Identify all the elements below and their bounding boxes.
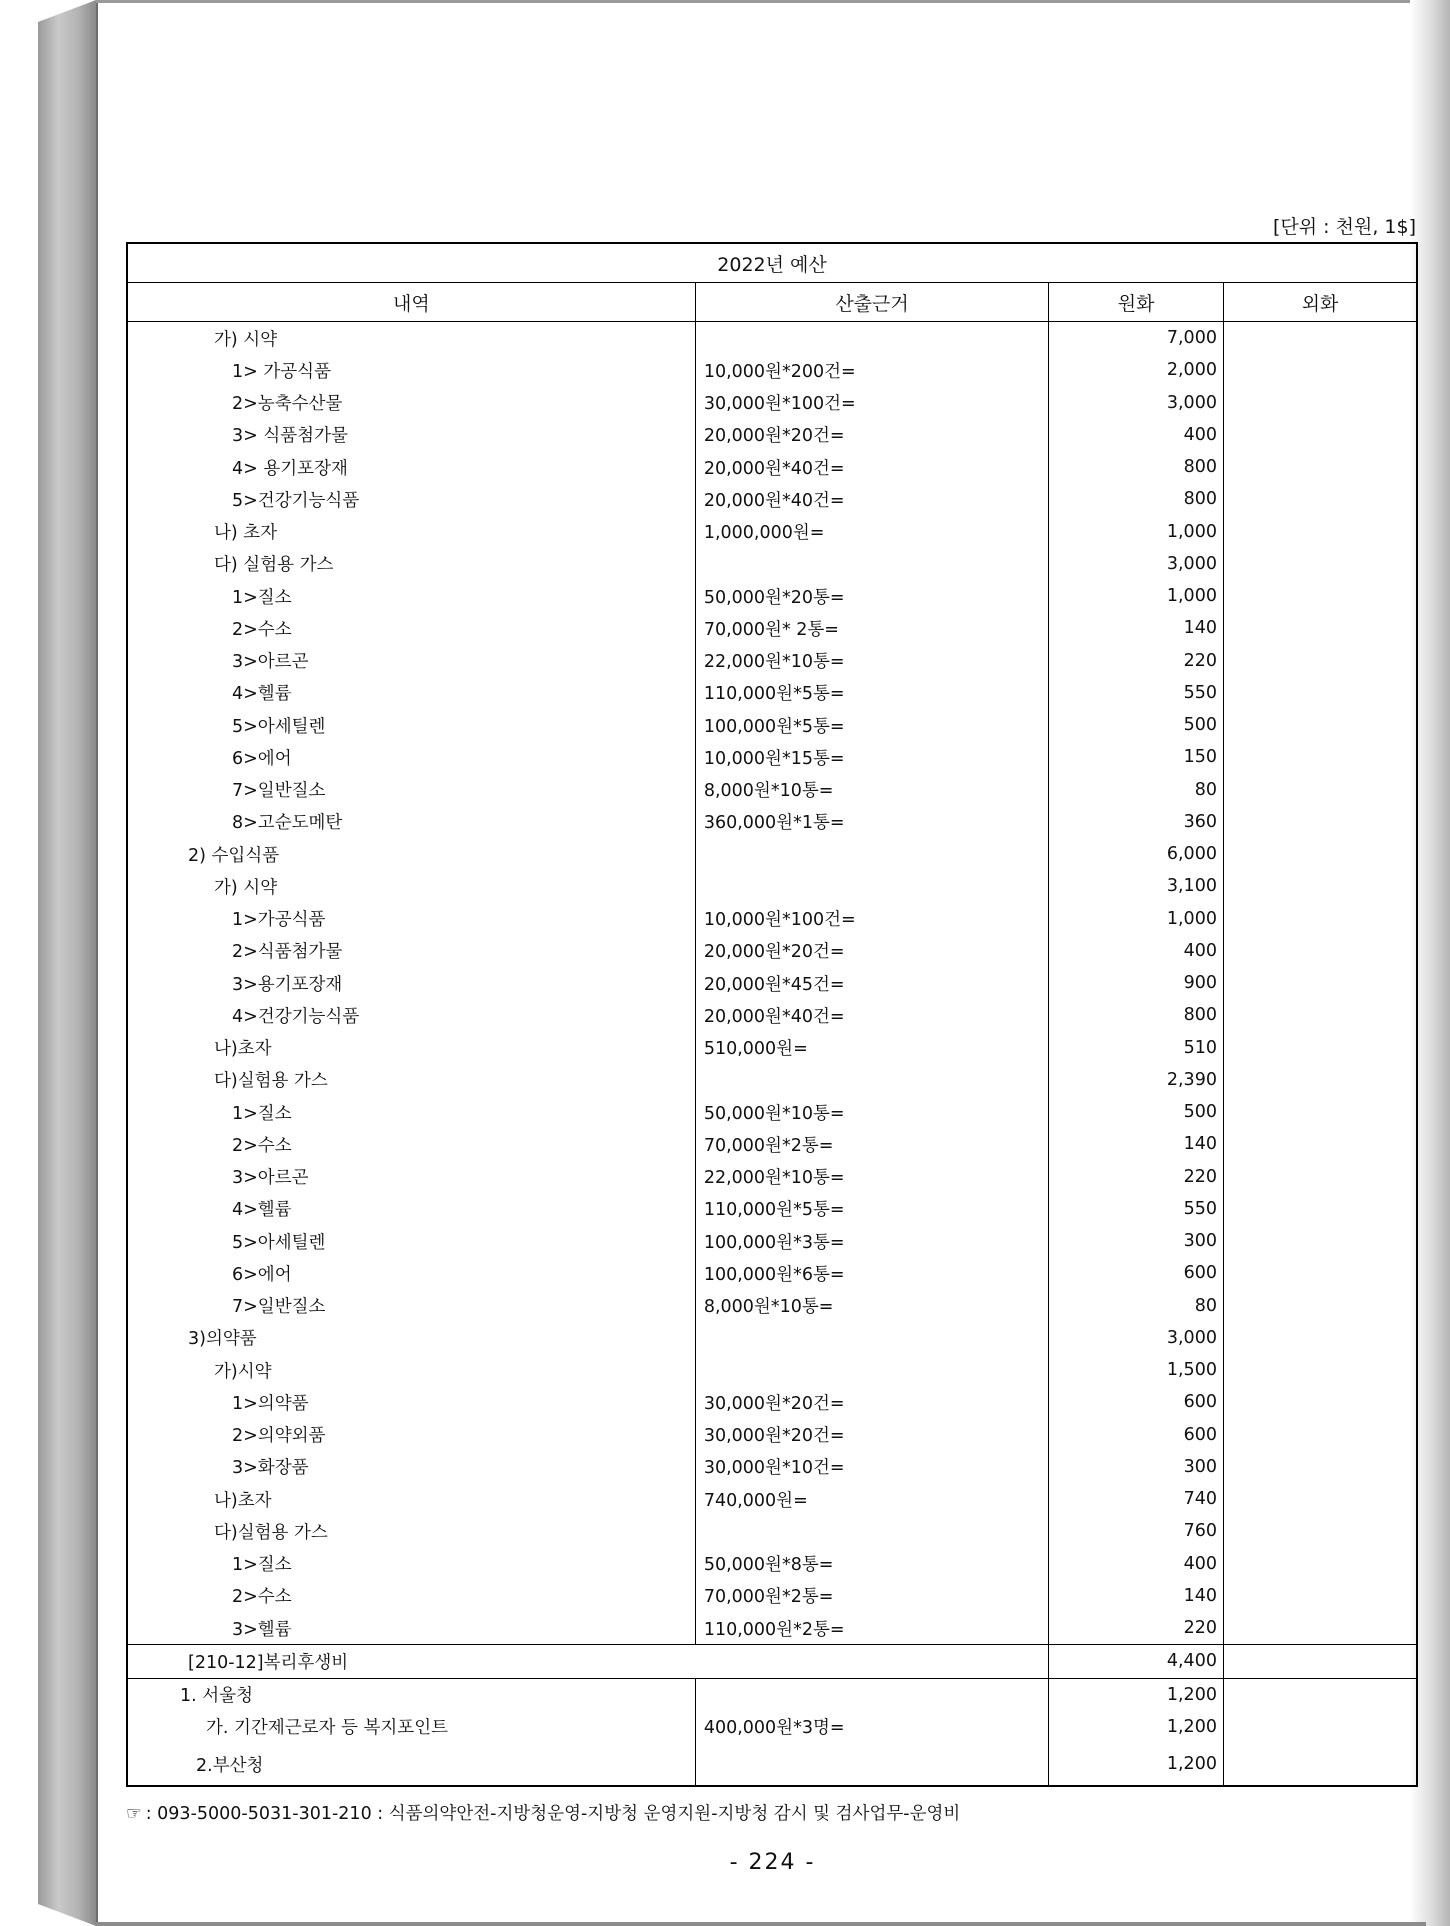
- row-krw: 550: [1049, 1193, 1224, 1225]
- row-foreign: [1223, 774, 1417, 806]
- table-row: [127, 1193, 1417, 1225]
- row-foreign: [1223, 1451, 1417, 1483]
- row-basis: 70,000원*2통=: [695, 1580, 1048, 1612]
- busan-row: [127, 1743, 1417, 1786]
- table-row: [127, 838, 1417, 870]
- table-row: [127, 1419, 1417, 1451]
- row-foreign: [1223, 1515, 1417, 1547]
- table-row: [127, 1612, 1417, 1645]
- table-row: [127, 999, 1417, 1031]
- page-number: - 224 -: [729, 1850, 816, 1875]
- row-basis: 50,000원*20통=: [695, 580, 1048, 612]
- seoul-row: [127, 1678, 1417, 1711]
- row-krw: 2,390: [1049, 1064, 1224, 1096]
- row-item: 2) 수입식품: [127, 838, 695, 870]
- row-basis: 30,000원*20건=: [695, 1419, 1048, 1451]
- row-basis: 8,000원*10통=: [695, 1290, 1048, 1322]
- seoul-krw: 1,200: [1049, 1678, 1224, 1711]
- row-basis: 20,000원*40건=: [695, 451, 1048, 483]
- table-row: [127, 419, 1417, 451]
- row-item: 3>용기포장재: [127, 967, 695, 999]
- row-basis: 70,000원*2통=: [695, 1128, 1048, 1160]
- row-item: 가) 시약: [127, 322, 695, 355]
- row-foreign: [1223, 1193, 1417, 1225]
- row-item: 가)시약: [127, 1354, 695, 1386]
- row-item: 다)실험용 가스: [127, 1515, 695, 1547]
- row-basis: 8,000원*10통=: [695, 774, 1048, 806]
- table-row: [127, 806, 1417, 838]
- table-row: [127, 354, 1417, 386]
- row-item: 6>에어: [127, 1257, 695, 1289]
- page-left-edge: [96, 0, 98, 1926]
- table-row: [127, 1032, 1417, 1064]
- row-krw: 3,000: [1049, 548, 1224, 580]
- footnote: [126, 1800, 960, 1825]
- row-krw: 600: [1049, 1386, 1224, 1418]
- row-basis: [695, 1064, 1048, 1096]
- row-foreign: [1223, 1419, 1417, 1451]
- row-item: 나) 초자: [127, 516, 695, 548]
- row-foreign: [1223, 387, 1417, 419]
- row-basis: 10,000원*100건=: [695, 903, 1048, 935]
- table-row: [127, 1515, 1417, 1547]
- book-spine: [38, 0, 96, 1926]
- row-foreign: [1223, 548, 1417, 580]
- row-foreign: [1223, 999, 1417, 1031]
- row-foreign: [1223, 483, 1417, 515]
- busan-foreign: [1223, 1743, 1417, 1786]
- row-item: 1>질소: [127, 580, 695, 612]
- table-row: [127, 935, 1417, 967]
- table-row: [127, 1064, 1417, 1096]
- row-krw: 400: [1049, 935, 1224, 967]
- row-foreign: [1223, 1354, 1417, 1386]
- row-item: 7>일반질소: [127, 1290, 695, 1322]
- point-krw: 1,200: [1049, 1711, 1224, 1743]
- table-row: [127, 548, 1417, 580]
- row-krw: 500: [1049, 709, 1224, 741]
- row-basis: 30,000원*10건=: [695, 1451, 1048, 1483]
- row-foreign: [1223, 645, 1417, 677]
- row-krw: 140: [1049, 612, 1224, 644]
- row-krw: 760: [1049, 1515, 1224, 1547]
- row-item: 5>아세틸렌: [127, 709, 695, 741]
- row-basis: 50,000원*10통=: [695, 1096, 1048, 1128]
- row-basis: 100,000원*5통=: [695, 709, 1048, 741]
- row-foreign: [1223, 677, 1417, 709]
- row-foreign: [1223, 935, 1417, 967]
- row-krw: 6,000: [1049, 838, 1224, 870]
- row-krw: 1,500: [1049, 1354, 1224, 1386]
- row-foreign: [1223, 1483, 1417, 1515]
- row-item: 다)실험용 가스: [127, 1064, 695, 1096]
- row-basis: 22,000원*10통=: [695, 645, 1048, 677]
- table-row: [127, 387, 1417, 419]
- row-basis: [695, 322, 1048, 355]
- row-item: 나)초자: [127, 1483, 695, 1515]
- header-foreign: 외화: [1223, 283, 1417, 322]
- pointing-hand-icon: ☞: [126, 1804, 142, 1824]
- row-foreign: [1223, 1290, 1417, 1322]
- seoul-foreign: [1223, 1678, 1417, 1711]
- header-krw: 원화: [1049, 283, 1224, 322]
- table-row: [127, 709, 1417, 741]
- row-krw: 140: [1049, 1580, 1224, 1612]
- row-basis: 30,000원*100건=: [695, 387, 1048, 419]
- table-row: [127, 451, 1417, 483]
- table-row: [127, 1386, 1417, 1418]
- table-row: [127, 483, 1417, 515]
- row-item: 다) 실험용 가스: [127, 548, 695, 580]
- row-basis: 10,000원*200건=: [695, 354, 1048, 386]
- row-basis: 110,000원*2통=: [695, 1612, 1048, 1645]
- row-item: 2>식품첨가물: [127, 935, 695, 967]
- row-krw: 150: [1049, 741, 1224, 773]
- row-krw: 400: [1049, 1548, 1224, 1580]
- welfare-foreign: [1223, 1645, 1417, 1678]
- table-row: [127, 1322, 1417, 1354]
- row-item: 3)의약품: [127, 1322, 695, 1354]
- row-item: 4>건강기능식품: [127, 999, 695, 1031]
- row-krw: 360: [1049, 806, 1224, 838]
- row-basis: 360,000원*1통=: [695, 806, 1048, 838]
- row-krw: 2,000: [1049, 354, 1224, 386]
- row-foreign: [1223, 1257, 1417, 1289]
- row-basis: [695, 1354, 1048, 1386]
- table-row: [127, 1354, 1417, 1386]
- row-krw: 3,000: [1049, 387, 1224, 419]
- point-item: 가. 기간제근로자 등 복지포인트: [127, 1711, 695, 1743]
- table-row: [127, 1128, 1417, 1160]
- row-item: 1> 가공식품: [127, 354, 695, 386]
- row-foreign: [1223, 1322, 1417, 1354]
- header-item: 내역: [127, 283, 695, 322]
- row-basis: 100,000원*6통=: [695, 1257, 1048, 1289]
- table-row: [127, 612, 1417, 644]
- table-row: [127, 1290, 1417, 1322]
- table-row: [127, 1483, 1417, 1515]
- row-item: 3>아르곤: [127, 645, 695, 677]
- row-basis: 510,000원=: [695, 1032, 1048, 1064]
- row-foreign: [1223, 419, 1417, 451]
- row-item: 3>헬륨: [127, 1612, 695, 1645]
- row-foreign: [1223, 870, 1417, 902]
- row-basis: 20,000원*40건=: [695, 483, 1048, 515]
- row-foreign: [1223, 1225, 1417, 1257]
- row-item: 1>의약품: [127, 1386, 695, 1418]
- row-krw: 600: [1049, 1257, 1224, 1289]
- seoul-item: 1. 서울청: [127, 1678, 695, 1711]
- table-row: [127, 1257, 1417, 1289]
- row-item: 5>건강기능식품: [127, 483, 695, 515]
- row-krw: 7,000: [1049, 322, 1224, 355]
- row-basis: 22,000원*10통=: [695, 1161, 1048, 1193]
- row-basis: 20,000원*45건=: [695, 967, 1048, 999]
- row-item: 4>헬륨: [127, 1193, 695, 1225]
- table-row: [127, 645, 1417, 677]
- row-basis: 30,000원*20건=: [695, 1386, 1048, 1418]
- table-row: [127, 1225, 1417, 1257]
- row-item: 2>수소: [127, 612, 695, 644]
- row-basis: 110,000원*5통=: [695, 1193, 1048, 1225]
- row-item: 나)초자: [127, 1032, 695, 1064]
- row-foreign: [1223, 451, 1417, 483]
- table-row: [127, 1161, 1417, 1193]
- row-basis: [695, 870, 1048, 902]
- row-item: 2>수소: [127, 1580, 695, 1612]
- row-krw: 80: [1049, 1290, 1224, 1322]
- row-foreign: [1223, 1161, 1417, 1193]
- row-foreign: [1223, 516, 1417, 548]
- row-item: 1>질소: [127, 1096, 695, 1128]
- row-basis: 20,000원*20건=: [695, 419, 1048, 451]
- row-krw: 900: [1049, 967, 1224, 999]
- row-foreign: [1223, 1096, 1417, 1128]
- row-krw: 220: [1049, 645, 1224, 677]
- row-foreign: [1223, 741, 1417, 773]
- row-foreign: [1223, 709, 1417, 741]
- row-foreign: [1223, 1128, 1417, 1160]
- row-krw: 220: [1049, 1612, 1224, 1645]
- row-item: 8>고순도메탄: [127, 806, 695, 838]
- row-krw: 1,000: [1049, 903, 1224, 935]
- row-basis: 100,000원*3통=: [695, 1225, 1048, 1257]
- busan-item: 2.부산청: [127, 1743, 695, 1786]
- row-item: 1>가공식품: [127, 903, 695, 935]
- point-foreign: [1223, 1711, 1417, 1743]
- row-krw: 800: [1049, 999, 1224, 1031]
- row-krw: 550: [1049, 677, 1224, 709]
- table-title: 2022년 예산: [127, 243, 1417, 283]
- table-row: [127, 1096, 1417, 1128]
- row-item: 1>질소: [127, 1548, 695, 1580]
- row-foreign: [1223, 580, 1417, 612]
- row-item: 2>수소: [127, 1128, 695, 1160]
- table-row: [127, 1548, 1417, 1580]
- row-item: 3>화장품: [127, 1451, 695, 1483]
- row-krw: 80: [1049, 774, 1224, 806]
- row-krw: 800: [1049, 483, 1224, 515]
- row-basis: 20,000원*20건=: [695, 935, 1048, 967]
- row-item: 4>헬륨: [127, 677, 695, 709]
- row-basis: [695, 1515, 1048, 1547]
- table-row: [127, 322, 1417, 355]
- row-basis: [695, 1322, 1048, 1354]
- table-row: [127, 967, 1417, 999]
- row-foreign: [1223, 967, 1417, 999]
- seoul-basis: [695, 1678, 1048, 1711]
- row-krw: 220: [1049, 1161, 1224, 1193]
- row-foreign: [1223, 354, 1417, 386]
- row-krw: 500: [1049, 1096, 1224, 1128]
- row-basis: 110,000원*5통=: [695, 677, 1048, 709]
- row-krw: 300: [1049, 1225, 1224, 1257]
- row-item: 6>에어: [127, 741, 695, 773]
- page-top-edge: [96, 0, 1426, 3]
- row-item: 2>농축수산물: [127, 387, 695, 419]
- table-row: [127, 516, 1417, 548]
- row-foreign: [1223, 806, 1417, 838]
- header-basis: 산출근거: [695, 283, 1048, 322]
- row-basis: 740,000원=: [695, 1483, 1048, 1515]
- row-krw: 400: [1049, 419, 1224, 451]
- table-row: [127, 903, 1417, 935]
- row-krw: 1,000: [1049, 516, 1224, 548]
- row-basis: 70,000원* 2통=: [695, 612, 1048, 644]
- row-foreign: [1223, 838, 1417, 870]
- table-row: [127, 1580, 1417, 1612]
- row-basis: 1,000,000원=: [695, 516, 1048, 548]
- row-foreign: [1223, 1386, 1417, 1418]
- footnote-text: : 093-5000-5031-301-210 : 식품의약안전-지방청운영-지방청 운영지원-지방청 감시 및 검사업무-운영비: [145, 1804, 961, 1824]
- point-row: [127, 1711, 1417, 1743]
- welfare-row: [127, 1645, 1417, 1678]
- row-basis: 50,000원*8통=: [695, 1548, 1048, 1580]
- row-foreign: [1223, 1064, 1417, 1096]
- row-item: 5>아세틸렌: [127, 1225, 695, 1257]
- row-krw: 800: [1049, 451, 1224, 483]
- row-basis: [695, 838, 1048, 870]
- row-foreign: [1223, 1580, 1417, 1612]
- row-item: 3>아르곤: [127, 1161, 695, 1193]
- row-item: 7>일반질소: [127, 774, 695, 806]
- table-row: [127, 870, 1417, 902]
- row-basis: 20,000원*40건=: [695, 999, 1048, 1031]
- row-krw: 300: [1049, 1451, 1224, 1483]
- row-item: 2>의약외품: [127, 1419, 695, 1451]
- row-basis: 10,000원*15통=: [695, 741, 1048, 773]
- row-krw: 600: [1049, 1419, 1224, 1451]
- table-row: [127, 741, 1417, 773]
- busan-basis: [695, 1743, 1048, 1786]
- table-row: [127, 1451, 1417, 1483]
- row-foreign: [1223, 1612, 1417, 1645]
- table-body: [127, 322, 1417, 1787]
- row-krw: 1,000: [1049, 580, 1224, 612]
- welfare-label: [210-12]복리후생비: [127, 1645, 1049, 1678]
- unit-label: [단위 : 천원, 1$]: [1273, 216, 1416, 238]
- busan-krw: 1,200: [1049, 1743, 1224, 1786]
- row-foreign: [1223, 612, 1417, 644]
- row-foreign: [1223, 903, 1417, 935]
- row-krw: 510: [1049, 1032, 1224, 1064]
- row-krw: 140: [1049, 1128, 1224, 1160]
- welfare-krw: 4,400: [1049, 1645, 1224, 1678]
- row-krw: 740: [1049, 1483, 1224, 1515]
- table-row: [127, 580, 1417, 612]
- budget-table: [126, 242, 1418, 1787]
- row-item: 3> 식품첨가물: [127, 419, 695, 451]
- page-bottom-edge: [96, 1922, 1426, 1926]
- row-krw: 3,100: [1049, 870, 1224, 902]
- row-foreign: [1223, 1548, 1417, 1580]
- row-foreign: [1223, 322, 1417, 355]
- table-row: [127, 677, 1417, 709]
- table-row: [127, 774, 1417, 806]
- row-foreign: [1223, 1032, 1417, 1064]
- row-item: 4> 용기포장재: [127, 451, 695, 483]
- row-krw: 3,000: [1049, 1322, 1224, 1354]
- row-item: 가) 시약: [127, 870, 695, 902]
- row-basis: [695, 548, 1048, 580]
- point-basis: 400,000원*3명=: [695, 1711, 1048, 1743]
